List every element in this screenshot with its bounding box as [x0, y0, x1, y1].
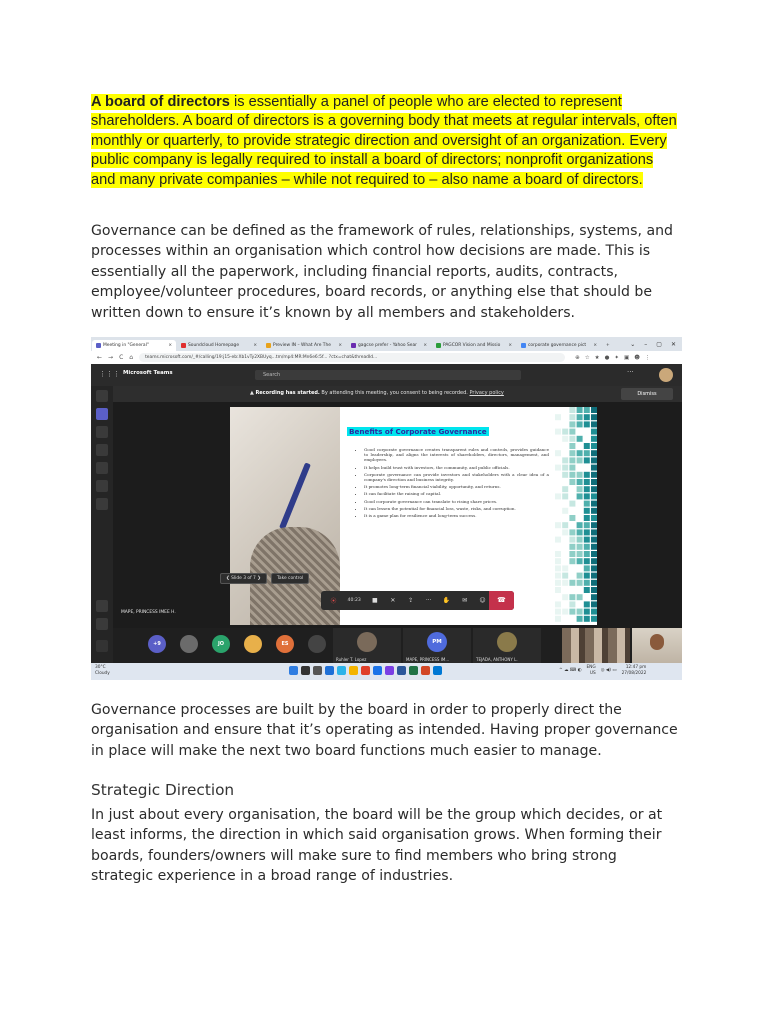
mosaic-square [555, 573, 561, 579]
mosaic-square [562, 486, 568, 492]
mosaic-square [577, 609, 583, 615]
teams-left-rail [91, 386, 113, 663]
forward-icon[interactable]: → [108, 354, 114, 361]
participant-tile[interactable] [333, 628, 401, 663]
mosaic-square [577, 486, 583, 492]
mosaic-square [569, 436, 575, 442]
mosaic-square [555, 465, 561, 471]
mosaic-square [577, 594, 583, 600]
tile-name: TEJADA, ANTHONY L. [476, 657, 518, 662]
mosaic-square [555, 565, 561, 571]
mosaic-square [584, 522, 590, 528]
slide-mosaic-decoration [555, 407, 597, 625]
tab-favicon-icon [96, 343, 101, 348]
extension-icon[interactable]: ● [604, 354, 610, 361]
browser-address-bar [91, 351, 682, 364]
mosaic-square [577, 573, 583, 579]
mosaic-square [555, 551, 561, 557]
slide-bullet: • Good corporate governance creates transparent rules and controls, provides guidance to leadership, and aligns the interests of shareholders, directors, management, and employees. [364, 447, 549, 463]
mosaic-square [555, 587, 561, 593]
mosaic-square [591, 587, 597, 593]
teams-search-input[interactable]: Search [255, 370, 521, 380]
browser-tab[interactable] [262, 340, 346, 351]
mosaic-square [591, 565, 597, 571]
mic-muted-icon[interactable]: ✕ [390, 597, 396, 604]
taskbar-app-icon[interactable] [313, 666, 322, 675]
mosaic-square [569, 580, 575, 586]
camera-icon[interactable]: ■ [372, 597, 378, 604]
mosaic-square [591, 450, 597, 456]
mosaic-square [591, 501, 597, 507]
mosaic-square [577, 522, 583, 528]
mosaic-square [591, 515, 597, 521]
back-icon[interactable]: ← [97, 354, 103, 361]
browser-tab[interactable] [432, 340, 516, 351]
tile-name: MAPE, PRINCESS IM... [406, 657, 450, 662]
tab-label: Meeting in "General" [103, 343, 149, 348]
tile-avatar [497, 632, 517, 652]
pen-illustration [279, 462, 311, 529]
browser-tab[interactable] [347, 340, 431, 351]
teams-app-title: Microsoft Teams [123, 370, 173, 376]
mosaic-square [569, 465, 575, 471]
taskbar-app-icon[interactable] [301, 666, 310, 675]
mosaic-square [591, 594, 597, 600]
mosaic-square [569, 457, 575, 463]
calls-icon[interactable] [96, 480, 108, 492]
mosaic-square [577, 479, 583, 485]
mosaic-square [591, 537, 597, 543]
privacy-policy-link[interactable]: Privacy policy [469, 390, 504, 396]
board-definition-text: is essentially a panel of people who are elected to represent shareholders. A board of directors is a governing body that meets at regular intervals, often monthly or quarterly, to provide strategic direction and oversight of an organization. Every public company is legally required to install a board of directors; nonprofit organizations and many private companies – while not required to – also name a board of directors. [91, 94, 677, 188]
raise-hand-icon[interactable]: ✋ [442, 597, 451, 604]
files-icon[interactable] [96, 498, 108, 510]
mosaic-square [584, 565, 590, 571]
mosaic-square [569, 537, 575, 543]
mosaic-square [562, 580, 568, 586]
extension-icon[interactable]: ⊕ [575, 354, 580, 361]
mosaic-square [577, 421, 583, 427]
mosaic-square [562, 429, 568, 435]
close-window-icon[interactable]: ✕ [670, 341, 676, 348]
tab-label: corporate governance pict [528, 343, 587, 348]
mosaic-square [562, 493, 568, 499]
gallery-view-thumbnail[interactable] [562, 628, 630, 663]
mosaic-square [591, 551, 597, 557]
mosaic-square [577, 544, 583, 550]
mosaic-square [562, 436, 568, 442]
maximize-icon[interactable]: ▢ [656, 341, 662, 348]
participant-avatar[interactable] [180, 635, 198, 653]
mosaic-square [584, 537, 590, 543]
new-tab-button[interactable]: + [602, 340, 614, 351]
mosaic-square [591, 493, 597, 499]
mosaic-square [569, 450, 575, 456]
mosaic-square [591, 429, 597, 435]
mosaic-square [591, 472, 597, 478]
browser-tab[interactable] [177, 340, 261, 351]
slide-bullet: • It helps build trust with investors, the community, and public officials. [364, 465, 549, 470]
mosaic-square [569, 601, 575, 607]
participants-strip [113, 628, 682, 663]
tab-favicon-icon [436, 343, 441, 348]
dismiss-button[interactable]: Dismiss [621, 388, 673, 400]
mosaic-square [584, 457, 590, 463]
mosaic-square [584, 501, 590, 507]
slide-counter: ❮ Slide 3 of 7 ❯ [220, 573, 267, 584]
tab-label: gagcse prefer - Yahoo Sear [358, 343, 417, 348]
extension-icon[interactable]: ▣ [623, 354, 630, 361]
mosaic-square [584, 493, 590, 499]
mosaic-square [555, 414, 561, 420]
tile-name: Ruhler T. Lopez [336, 657, 367, 662]
help-icon[interactable] [96, 618, 108, 630]
meeting-stage [113, 402, 682, 663]
mosaic-square [569, 429, 575, 435]
mosaic-square [591, 558, 597, 564]
mosaic-square [584, 450, 590, 456]
mosaic-square [591, 573, 597, 579]
hang-up-button[interactable]: ☎ [489, 591, 514, 610]
mosaic-square [555, 493, 561, 499]
mosaic-square [577, 580, 583, 586]
tab-favicon-icon [266, 343, 271, 348]
assignments-icon[interactable] [96, 444, 108, 456]
paragraph-strategic-direction: In just about every organisation, the board will be the group which decides, or at least informs, the direction in which said organisation grows. When forming their boards, founders/owners will make sure to find members who bring strong strategic experience in a broad range of industries. [91, 807, 663, 885]
tray-icons[interactable]: ^ ☁ ⌨ ◐ [559, 668, 582, 673]
mosaic-square [584, 508, 590, 514]
call-controls [321, 591, 514, 610]
close-tab-icon[interactable]: × [168, 343, 172, 348]
mosaic-square [569, 558, 575, 564]
chat-icon[interactable] [96, 408, 108, 420]
mosaic-square [584, 587, 590, 593]
mosaic-square [562, 573, 568, 579]
mosaic-square [569, 421, 575, 427]
mosaic-square [591, 465, 597, 471]
extension-icon[interactable]: ⋮ [644, 354, 651, 361]
slide-bullet: • It promotes long-term financial viability, opportunity, and returns. [364, 484, 549, 489]
url-field[interactable]: teams.microsoft.com/_#/calling/19:j15-eb:Xb1vTy2XBUyq...tm/mp4:MR:Mn6e6:5f... ?ctx=chat&threadId... [139, 353, 565, 362]
next-slide-icon[interactable]: ❯ [257, 576, 261, 581]
take-control-button[interactable]: Take control [271, 573, 309, 584]
tab-label: Soundcloud Homepage [188, 343, 240, 348]
mosaic-square [577, 551, 583, 557]
mosaic-square [562, 508, 568, 514]
recording-notice: ▲ Recording has started. By attending this meeting, you consent to being recorded. Privacy policy [250, 390, 504, 396]
close-tab-icon[interactable]: × [423, 343, 427, 348]
mosaic-square [569, 501, 575, 507]
mosaic-square [555, 601, 561, 607]
mosaic-square [584, 479, 590, 485]
taskbar-app-icon[interactable] [325, 666, 334, 675]
slide-title: Benefits of Corporate Governance [349, 427, 487, 436]
mosaic-square [577, 472, 583, 478]
more-actions-icon[interactable]: ··· [425, 597, 432, 604]
app-launcher-icon[interactable]: ⋮⋮⋮ [99, 370, 120, 378]
mosaic-square [584, 529, 590, 535]
self-view-person [650, 634, 664, 650]
calendar-icon[interactable] [96, 462, 108, 474]
mosaic-square [555, 537, 561, 543]
extension-icon[interactable]: ☆ [584, 354, 590, 361]
participant-avatar[interactable] [244, 635, 262, 653]
embedded-teams-screenshot [91, 337, 682, 680]
mosaic-square [569, 551, 575, 557]
tab-favicon-icon [351, 343, 356, 348]
mosaic-square [577, 450, 583, 456]
self-view-video[interactable] [632, 628, 682, 663]
activity-icon[interactable] [96, 390, 108, 402]
tab-label: PAGCOR Vision and Missio [443, 343, 501, 348]
mosaic-square [562, 522, 568, 528]
taskbar-app-icon[interactable] [433, 666, 442, 675]
nav-buttons [91, 354, 139, 361]
mosaic-square [562, 529, 568, 535]
close-tab-icon[interactable]: × [253, 343, 257, 348]
paragraph-governance-definition: Governance can be defined as the framework of rules, relationships, systems, and processes within an organisation which control how decisions are made. This is essentially all the paperwork, including financial reports, audits, contracts, employee/volunteer procedures, board records, or anything else that should be written down to ensure it’s known by all members and stakeholders. [91, 223, 673, 321]
tile-avatar [357, 632, 377, 652]
mosaic-square [569, 443, 575, 449]
extension-icons [565, 355, 650, 361]
mosaic-square [591, 414, 597, 420]
mosaic-square [591, 609, 597, 615]
mosaic-square [591, 486, 597, 492]
browser-tab[interactable] [517, 340, 601, 351]
tab-label: Preview IN – What Are The [273, 343, 331, 348]
mosaic-square [584, 573, 590, 579]
mosaic-square [577, 457, 583, 463]
mosaic-square [584, 616, 590, 622]
mosaic-square [562, 565, 568, 571]
mosaic-square [577, 529, 583, 535]
mosaic-square [584, 544, 590, 550]
participants-icon[interactable]: ☺ [479, 597, 486, 604]
weather-widget[interactable]: 30°C Cloudy [95, 665, 110, 676]
more-options-icon[interactable]: ··· [627, 368, 634, 376]
mosaic-square [584, 472, 590, 478]
mosaic-square [584, 580, 590, 586]
taskbar-app-icon[interactable] [373, 666, 382, 675]
extension-icon[interactable]: ★ [594, 354, 600, 361]
mosaic-square [591, 457, 597, 463]
home-icon[interactable]: ⌂ [129, 354, 134, 361]
tab-favicon-icon [181, 343, 186, 348]
slide-bullet: • It is a game plan for resilience and long-term success. [364, 513, 549, 518]
mosaic-square [562, 609, 568, 615]
recording-banner [113, 386, 682, 402]
mosaic-square [584, 414, 590, 420]
language-indicator[interactable]: ENG US [586, 665, 596, 676]
mosaic-square [591, 580, 597, 586]
mosaic-square [555, 450, 561, 456]
presenter-name-label: MAPE, PRINCESS IMEE H. [121, 610, 176, 615]
extension-icon[interactable]: ☻ [634, 354, 640, 361]
teams-icon[interactable] [96, 426, 108, 438]
mosaic-square [562, 472, 568, 478]
mosaic-square [591, 421, 597, 427]
extension-icon[interactable]: ✦ [614, 354, 619, 361]
participant-avatar[interactable]: ES [276, 635, 294, 653]
mosaic-square [555, 522, 561, 528]
mosaic-square [584, 601, 590, 607]
mosaic-square [555, 580, 561, 586]
board-term-bold: A board of directors [91, 94, 230, 110]
mosaic-square [569, 414, 575, 420]
windows-taskbar [91, 663, 682, 680]
mosaic-square [562, 465, 568, 471]
share-screen-icon[interactable]: ⇪ [408, 597, 414, 604]
mosaic-square [569, 594, 575, 600]
mosaic-square [584, 551, 590, 557]
taskbar-app-icon[interactable] [421, 666, 430, 675]
mosaic-square [591, 508, 597, 514]
close-tab-icon[interactable]: × [508, 343, 512, 348]
mosaic-square [591, 522, 597, 528]
taskbar-app-icon[interactable] [349, 666, 358, 675]
mosaic-square [591, 436, 597, 442]
participant-avatar[interactable]: JO [212, 635, 230, 653]
mosaic-square [584, 515, 590, 521]
taskbar-app-icon[interactable] [361, 666, 370, 675]
mosaic-square [584, 609, 590, 615]
mosaic-square [569, 472, 575, 478]
mosaic-square [584, 443, 590, 449]
tile-avatar: PM [427, 632, 447, 652]
mosaic-square [555, 616, 561, 622]
taskbar-app-icon[interactable] [385, 666, 394, 675]
mosaic-square [569, 479, 575, 485]
participant-tile[interactable] [473, 628, 541, 663]
mosaic-square [591, 616, 597, 622]
mosaic-square [584, 558, 590, 564]
system-tray [559, 665, 646, 677]
taskbar-clock[interactable]: 12:47 pm 27/08/2022 [621, 665, 647, 676]
tab-favicon-icon [521, 343, 526, 348]
mosaic-square [584, 421, 590, 427]
slide-bullet: • It can lessen the potential for financial loss, waste, risks, and corruption. [364, 506, 549, 511]
call-duration: 40:23 [347, 598, 361, 603]
taskbar-app-icon[interactable] [337, 666, 346, 675]
chat-toggle-icon[interactable]: ✉ [462, 597, 468, 604]
mosaic-square [562, 594, 568, 600]
teams-header [91, 364, 682, 386]
mosaic-square [577, 558, 583, 564]
mosaic-square [591, 601, 597, 607]
mosaic-square [577, 493, 583, 499]
slide-bullet: • Good corporate governance can translate to rising share prices. [364, 499, 549, 504]
window-controls [630, 339, 682, 351]
mosaic-square [569, 407, 575, 413]
tab-search-icon[interactable]: ⌄ [630, 341, 636, 348]
participant-avatar[interactable]: +9 [148, 635, 166, 653]
tray-status-icons[interactable]: ◎ ◀) ▭ [600, 668, 617, 673]
close-tab-icon[interactable]: × [593, 343, 597, 348]
taskbar-app-icon[interactable] [409, 666, 418, 675]
mosaic-square [577, 537, 583, 543]
slide-bullet-list [354, 447, 549, 520]
mosaic-square [555, 609, 561, 615]
reload-icon[interactable]: C [119, 354, 124, 361]
slide-bullet: • It can facilitate the raising of capital. [364, 491, 549, 496]
mosaic-square [591, 443, 597, 449]
taskbar-app-icon[interactable] [397, 666, 406, 675]
browser-tab[interactable] [92, 340, 176, 351]
mosaic-square [591, 529, 597, 535]
mosaic-square [591, 479, 597, 485]
mosaic-square [591, 407, 597, 413]
recording-indicator-icon: ⦿ [330, 598, 337, 605]
mosaic-square [555, 429, 561, 435]
mosaic-square [577, 414, 583, 420]
participant-tile[interactable] [403, 628, 471, 663]
paragraph-board-definition [91, 93, 681, 190]
paragraph-governance-processes: Governance processes are built by the board in order to properly direct the organisation and ensure that it’s operating as intended. Having proper governance in place will make the next two board functions much easier to manage. [91, 702, 678, 759]
mosaic-square [584, 486, 590, 492]
taskbar-app-icon[interactable] [289, 666, 298, 675]
slide-navigation [220, 573, 309, 584]
mosaic-square [562, 457, 568, 463]
apps-icon[interactable] [96, 600, 108, 612]
mobile-icon[interactable] [96, 640, 108, 652]
mosaic-square [577, 616, 583, 622]
mosaic-square [569, 529, 575, 535]
slide-bullet: • Corporate governance can provide investors and stakeholders with a clear idea of a company's direction and business integrity. [364, 472, 549, 482]
taskbar-app-icons [289, 666, 442, 675]
mosaic-square [584, 407, 590, 413]
minimize-icon[interactable]: – [644, 341, 648, 348]
user-avatar[interactable] [659, 368, 673, 382]
mosaic-square [577, 436, 583, 442]
mosaic-square [569, 515, 575, 521]
mosaic-square [555, 558, 561, 564]
mosaic-square [591, 544, 597, 550]
close-tab-icon[interactable]: × [338, 343, 342, 348]
mosaic-square [577, 407, 583, 413]
browser-tab-bar [91, 337, 682, 351]
section-heading-strategic-direction: Strategic Direction [91, 781, 235, 799]
mosaic-square [569, 544, 575, 550]
previous-slide-icon[interactable]: ❮ [226, 576, 230, 581]
participant-avatar[interactable] [308, 635, 326, 653]
mosaic-square [569, 609, 575, 615]
